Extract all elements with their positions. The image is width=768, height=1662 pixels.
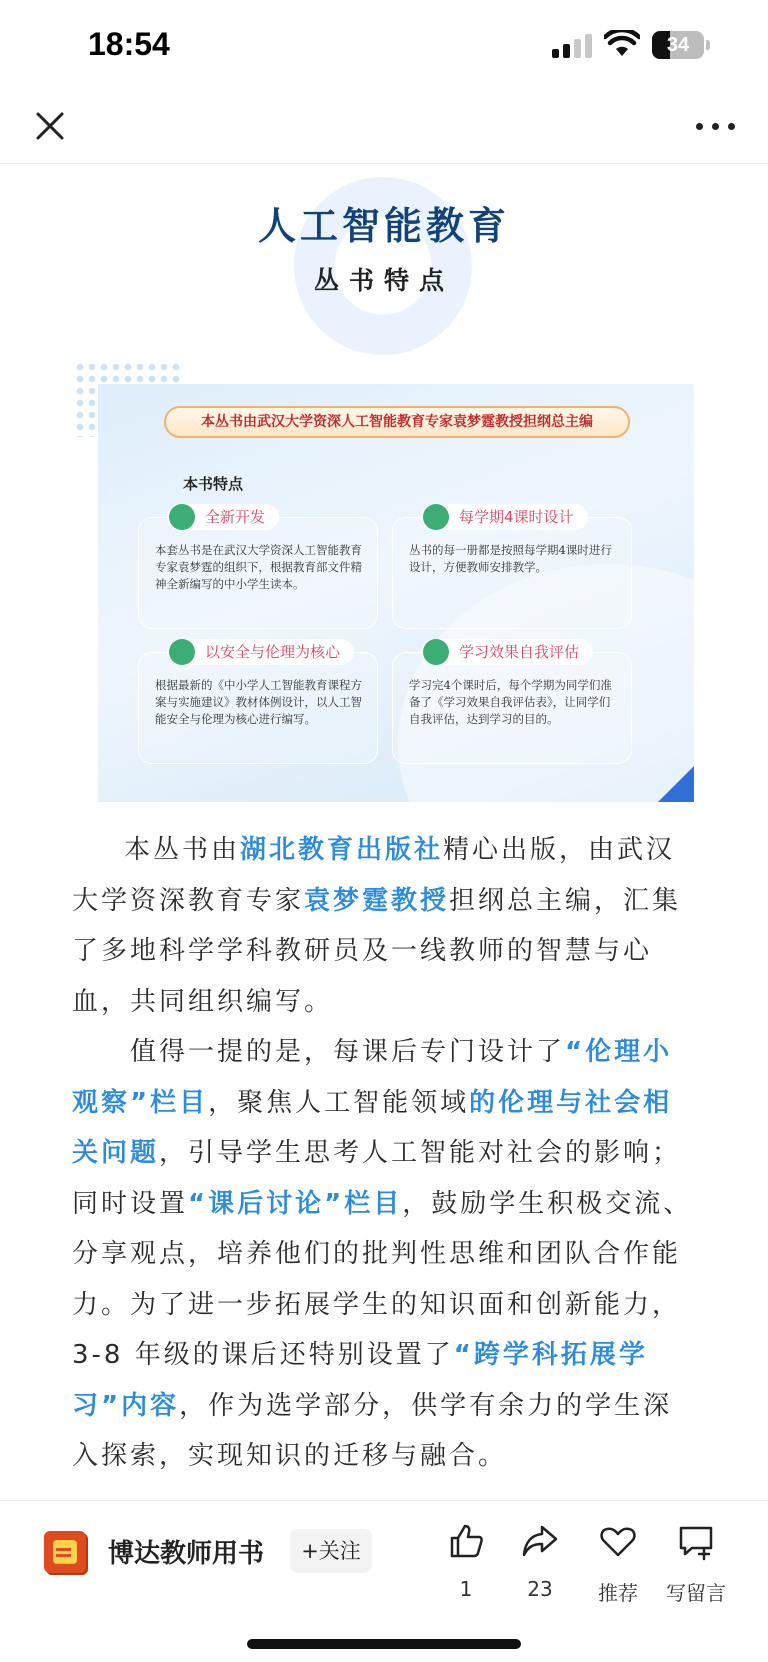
feature-dot-icon (169, 504, 195, 530)
paragraph-2: 值得一提的是，每课后专门设计了“伦理小观察”栏目，聚焦人工智能领域的伦理与社会相关问题，引导学生思考人工智能对社会的影响；同时设置“课后讨论”栏目，鼓励学生积极交流、分享观点，培养他们的批判性思维和团队合作能力。为了进一步拓展学生的知识面和创新能力，3-8 年级的课后还特别设置了“跨学科拓展学习”内容，作为选学部分，供学有余力的学生深入探索，实现知识的迁移与融合。 (72, 1037, 693, 1471)
like-count: 1 (459, 1577, 473, 1601)
recommend-label: 推荐 (598, 1581, 638, 1605)
heart-icon (598, 1521, 638, 1561)
book-features-image (98, 384, 694, 802)
close-icon[interactable] (30, 106, 70, 146)
feature-title: 以安全与伦理为核心 (205, 643, 341, 661)
wifi-icon (604, 30, 640, 58)
thumbs-up-icon (446, 1521, 486, 1561)
feature-dot-icon (423, 639, 449, 665)
home-indicator[interactable] (247, 1639, 521, 1649)
comment-button[interactable] (656, 1521, 736, 1605)
share-icon (520, 1521, 560, 1561)
feature-card (392, 508, 632, 629)
share-button[interactable] (500, 1521, 580, 1601)
highlight-ethics-issues: 的伦理与社会相关问题 (72, 1087, 673, 1168)
status-bar (0, 0, 768, 90)
comment-label: 写留言 (666, 1581, 726, 1605)
article-title: 人工智能教育 (257, 204, 510, 248)
feature-card (138, 508, 378, 629)
feature-card (392, 643, 632, 764)
follow-button[interactable]: +关注 (290, 1529, 372, 1573)
feature-title: 全新开发 (205, 508, 266, 526)
highlight-cross-discipline: “跨学科拓展学习”内容 (72, 1340, 648, 1421)
feature-body: 根据最新的《中小学人工智能教育课程方案与实施建议》教材体例设计，以人工智能安全与伦理为核心进行编写。 (155, 678, 362, 726)
nav-bar (0, 90, 768, 164)
publisher-logo-icon (44, 1531, 86, 1573)
feature-dot-icon (169, 639, 195, 665)
recommend-button[interactable] (578, 1521, 658, 1605)
like-button[interactable] (426, 1521, 506, 1601)
account-name[interactable]: 博达教师用书 (108, 1539, 265, 1569)
comment-add-icon (676, 1521, 716, 1561)
highlight-editor: 袁梦霆教授 (304, 885, 450, 916)
feature-title: 每学期4课时设计 (459, 508, 574, 526)
feature-body: 本套丛书是在武汉大学资深人工智能教育专家袁梦霆的组织下，根据教育部文件精神全新编写的中小学生读本。 (155, 543, 362, 591)
highlight-discussion-column: “课后讨论”栏目 (188, 1188, 403, 1219)
battery-level: 34 (666, 34, 690, 56)
feature-body: 学习完4个课时后，每个学期为同学们准备了《学习效果自我评估表》，让同学们自我评估，达到学习的目的。 (409, 678, 612, 726)
account-logo[interactable] (44, 1531, 86, 1573)
share-count: 23 (527, 1577, 553, 1601)
more-options-icon[interactable] (694, 116, 738, 136)
card-section-title: 本书特点 (183, 475, 244, 493)
highlight-publisher: 湖北教育出版社 (240, 835, 444, 865)
highlight-ethics-column: “伦理小观察”栏目 (72, 1037, 673, 1118)
cellular-signal-icon (552, 34, 594, 58)
article-subtitle: 丛书特点 (313, 266, 454, 295)
card-banner: 本丛书由武汉大学资深人工智能教育专家袁梦霆教授担纲总主编 (164, 406, 630, 438)
article-content[interactable] (0, 165, 768, 1500)
feature-card (138, 643, 378, 764)
bottom-bar (0, 1500, 768, 1662)
status-time: 18:54 (88, 26, 170, 62)
battery-icon (652, 31, 710, 59)
feature-title: 学习效果自我评估 (459, 643, 580, 661)
paragraph-1: 本丛书由湖北教育出版社精心出版，由武汉大学资深教育专家袁梦霆教授担纲总主编，汇集了多地科学学科教研员及一线教师的智慧与心血，共同组织编写。 (72, 835, 682, 1017)
feature-dot-icon (423, 504, 449, 530)
feature-body: 丛书的每一册都是按照每学期4课时进行设计，方便教师安排教学。 (409, 543, 612, 574)
